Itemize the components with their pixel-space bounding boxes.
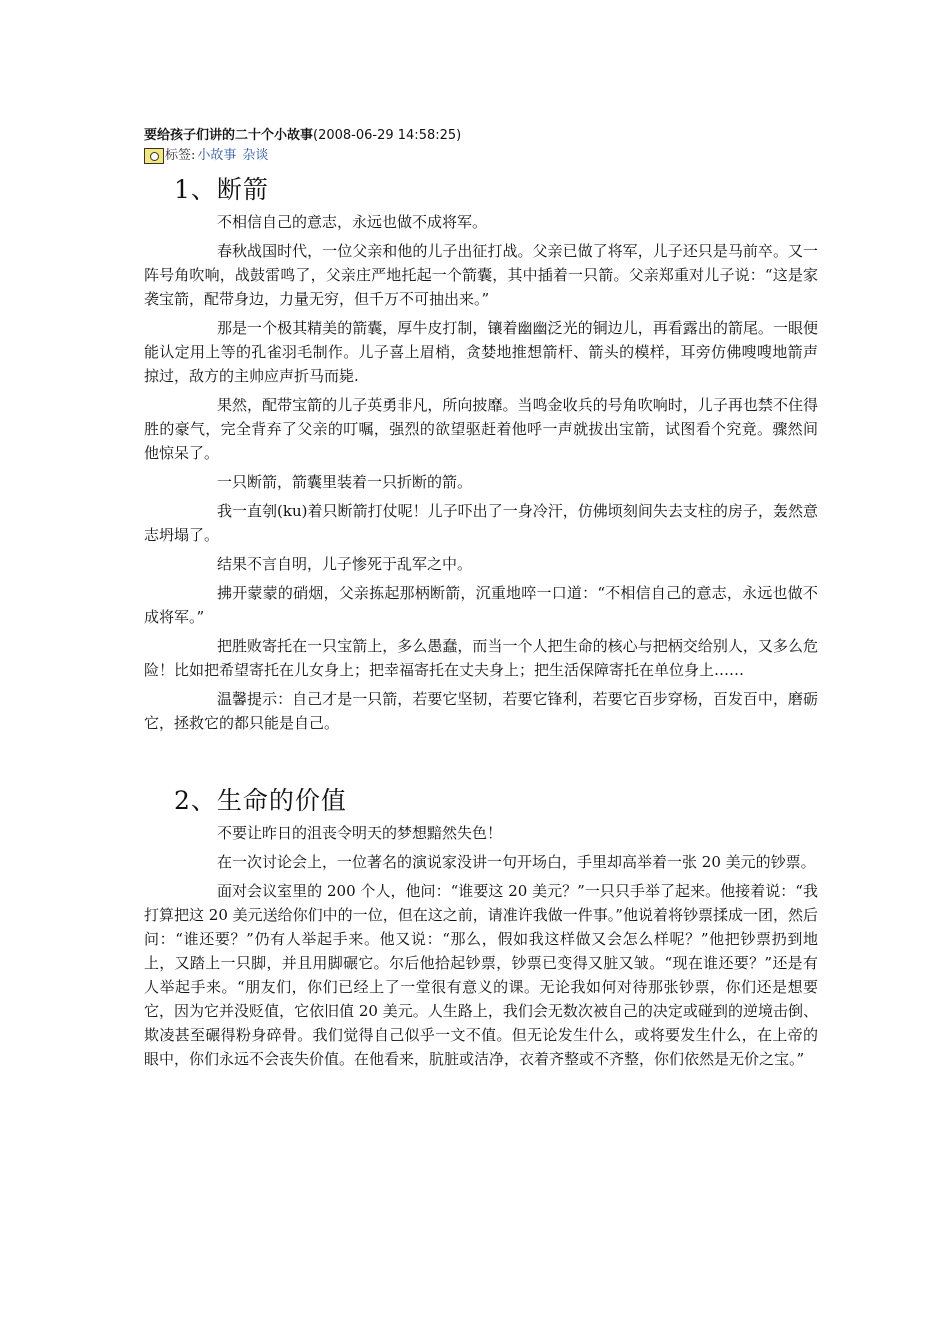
document-page [144, 126, 818, 1076]
story-paragraph: 结果不言自明，儿子惨死于乱军之中。 [217, 555, 473, 573]
story-title: 1、断箭 [174, 175, 269, 204]
story-1 [144, 170, 818, 735]
story-paragraph: 不要让昨日的沮丧令明天的梦想黯然失色！ [217, 824, 503, 842]
story-paragraph: 不相信自己的意志，永远也做不成将军。 [217, 213, 488, 231]
story-paragraph: 一只断箭，箭囊里装着一只折断的箭。 [217, 473, 473, 491]
story-paragraph: 把胜败寄托在一只宝箭上，多么愚蠢，而当一个人把生命的核心与把柄交给别人，又多么危险！比如把希望寄托在儿女身上；把幸福寄托在丈夫身上；把生活保障寄托在单位身上…… [144, 637, 818, 679]
story-paragraph: 春秋战国时代，一位父亲和他的儿子出征打战。父亲已做了将军，儿子还只是马前卒。又一阵号角吹响，战鼓雷鸣了，父亲庄严地托起一个箭囊，其中插着一只箭。父亲郑重对儿子说：“这是家袭宝箭，配带身边，力量无穷，但千万不可抽出来。” [144, 242, 818, 308]
post-title [144, 126, 818, 146]
post-timestamp: (2008-06-29 14:58:25) [313, 128, 462, 143]
tag-row [144, 146, 818, 166]
post-title-text: 要给孩子们讲的二十个小故事 [144, 128, 314, 143]
tag-icon [144, 148, 164, 164]
story-paragraph: 在一次讨论会上，一位著名的演说家没讲一句开场白，手里却高举着一张 20 美元的钞票。 [217, 853, 816, 871]
story-paragraph: 果然，配带宝箭的儿子英勇非凡，所向披靡。当鸣金收兵的号角吹响时，儿子再也禁不住得胜的豪气，完全背弃了父亲的叮嘱，强烈的欲望驱赶着他呼一声就拔出宝箭，试图看个究竟。骤然间他惊呆了。 [144, 396, 818, 462]
tag-label: 标签: [165, 148, 196, 163]
story-title: 2、生命的价值 [174, 786, 347, 815]
story-paragraph: 面对会议室里的 200 个人，他问：“谁要这 20 美元？”一只只手举了起来。他接着说：“我打算把这 20 美元送给你们中的一位，但在这之前，请准许我做一件事。”他说着将钞票揉成一团，然后问：“谁还要？”仍有人举起手来。他又说：“那么，假如我这样做又会怎么样呢？”他把钞票扔到地上，又踏上一只脚，并且用脚碾它。尔后他拾起钞票，钞票已变得又脏又皱。“现在谁还要？”还是有人举起手来。“朋友们，你们已经上了一堂很有意义的课。无论我如何对待那张钞票，你们还是想要它，因为它并没贬值，它依旧值 20 美元。人生路上，我们会无数次被自己的决定或碰到的逆境击倒、欺凌甚至碾得粉身碎骨。我们觉得自己似乎一文不值。但无论发生什么，或将要发生什么，在上帝的眼中，你们永远不会丧失价值。在他看来，肮脏或洁净，衣着齐整或不齐整，你们依然是无价之宝。” [144, 882, 818, 1068]
story-paragraph: 拂开蒙蒙的硝烟，父亲拣起那柄断箭，沉重地啐一口道：“不相信自己的意志，永远也做不成将军。” [144, 584, 818, 626]
story-paragraph: 温馨提示：自己才是一只箭，若要它坚韧，若要它锋利，若要它百步穿杨，百发百中，磨砺它，拯救它的都只能是自己。 [144, 690, 818, 732]
story-paragraph: 我一直刳(ku)着只断箭打仗呢！儿子吓出了一身冷汗，仿佛顷刻间失去支柱的房子，轰然意志坍塌了。 [144, 502, 818, 544]
story-paragraph: 那是一个极其精美的箭囊，厚牛皮打制，镶着幽幽泛光的铜边儿，再看露出的箭尾。一眼便能认定用上等的孔雀羽毛制作。儿子喜上眉梢，贪婪地推想箭杆、箭头的模样，耳旁仿佛嗖嗖地箭声掠过，敌方的主帅应声折马而毙. [144, 319, 818, 385]
tag-link-story[interactable]: 小故事 [197, 148, 237, 163]
tag-link-misc[interactable]: 杂谈 [242, 148, 269, 163]
story-2 [144, 781, 818, 1071]
